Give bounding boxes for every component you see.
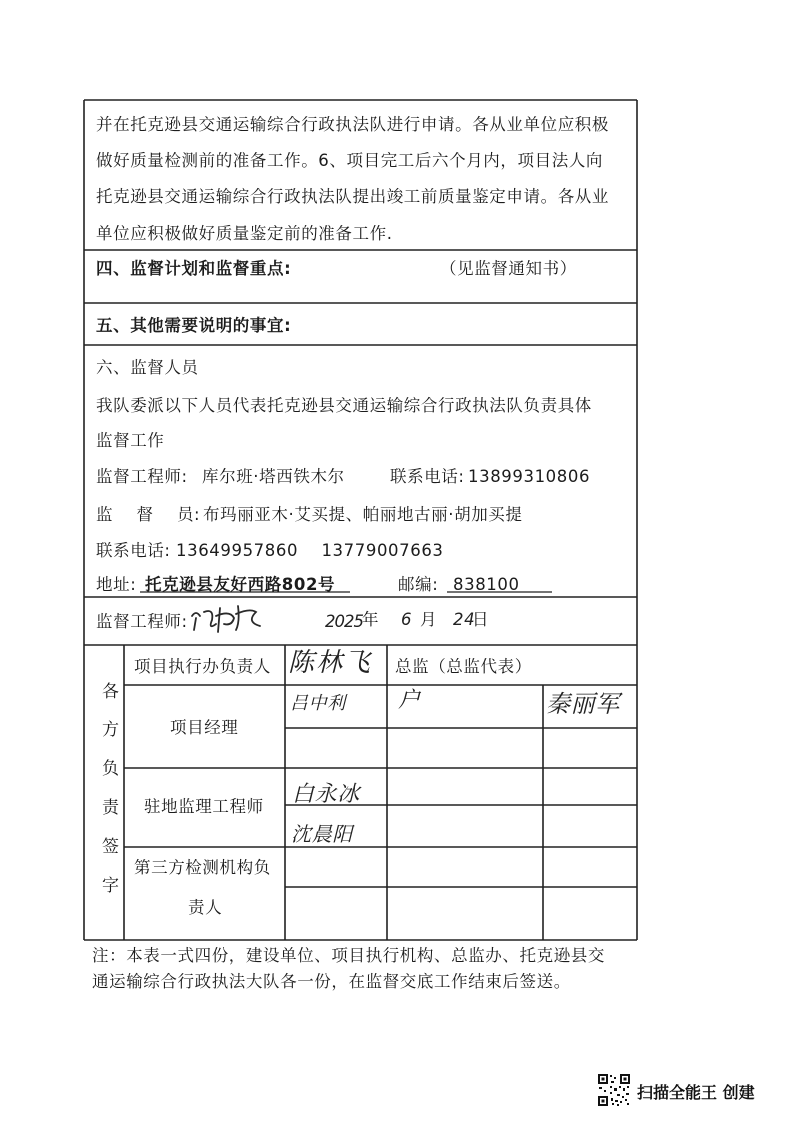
- project-office-head-signature: 陈林飞: [288, 648, 373, 678]
- project-manager-label: 项目经理: [170, 718, 239, 737]
- resident-engineer-signature-2: 沈晨阳: [291, 822, 353, 846]
- section3-line4: 单位应积极做好质量鉴定前的准备工作.: [96, 224, 393, 243]
- section4-title: 四、监督计划和监督重点:: [96, 259, 292, 278]
- chief-supervisor-signature: 户: [398, 688, 421, 713]
- sign-year: 2025: [325, 612, 363, 631]
- engineer-label: 监督工程师:: [96, 467, 188, 486]
- footnote-line2: 通运输综合行政执法大队各一份，在监督交底工作结束后签送。: [92, 972, 571, 991]
- side-label-char-2: 方: [102, 720, 119, 740]
- postcode-value: 838100: [453, 575, 520, 594]
- qr-code-icon: [597, 1073, 631, 1107]
- section6-desc-line1: 我队委派以下人员代表托克逊县交通运输综合行政执法队负责具体: [96, 396, 592, 415]
- engineer-name: 库尔班·塔西铁木尔: [202, 467, 345, 486]
- side-label-char-4: 责: [102, 798, 119, 818]
- resident-engineer-label: 驻地监理工程师: [144, 797, 264, 816]
- sign-month: 6: [401, 610, 413, 629]
- side-label-char-6: 字: [102, 876, 119, 896]
- project-manager-signature-1: 吕中利: [290, 693, 346, 714]
- third-party-head-label-line2: 责人: [188, 898, 223, 917]
- resident-engineer-signature-1: 白永冰: [292, 782, 360, 807]
- side-label-char-3: 负: [102, 759, 119, 779]
- section6-desc-line2: 监督工作: [96, 431, 165, 450]
- side-label-char-5: 签: [102, 837, 119, 857]
- address-value: 托克逊县友好西路802号: [145, 575, 336, 594]
- project-office-head-label: 项目执行办负责人: [134, 657, 271, 676]
- section3-line1: 并在托克逊县交通运输综合行政执法队进行申请。各从业单位应积极: [96, 115, 609, 134]
- footnote-line1: 注：本表一式四份，建设单位、项目执行机构、总监办、托克逊县交: [92, 946, 605, 965]
- supervisor-label: 监 督 员:: [96, 505, 201, 524]
- scanner-app-branding: 扫描全能王 创建: [637, 1083, 755, 1102]
- section4-note: （见监督通知书）: [440, 259, 577, 278]
- engineer-handwritten-signature: [186, 600, 266, 636]
- section3-line3: 托克逊县交通运输综合行政执法队提出竣工前质量鉴定申请。各从业: [96, 187, 609, 206]
- sign-month-unit: 月: [420, 610, 438, 629]
- engineer-phone-label: 联系电话:: [390, 467, 465, 486]
- third-party-head-label-line1: 第三方检测机构负: [134, 858, 271, 877]
- section3-line2: 做好质量检测前的准备工作。6、项目完工后六个月内，项目法人向: [96, 151, 603, 170]
- sign-day-unit: 日: [472, 610, 490, 629]
- engineer-phone: 13899310806: [468, 467, 591, 486]
- sign-engineer-label: 监督工程师:: [96, 612, 188, 631]
- contacts-phones: 13649957860 13779007663: [176, 541, 444, 560]
- section6-title: 六、监督人员: [96, 358, 199, 377]
- sign-day: 24: [453, 610, 476, 629]
- chief-supervisor-label: 总监（总监代表）: [395, 657, 532, 676]
- address-label: 地址:: [96, 575, 137, 594]
- sign-year-unit: 年: [362, 610, 380, 629]
- contacts-label: 联系电话:: [96, 541, 171, 560]
- supervisor-names: 布玛丽亚木·艾买提、帕丽地古丽·胡加买提: [203, 505, 523, 524]
- side-label-char-1: 各: [102, 682, 119, 702]
- section5-title: 五、其他需要说明的事宜:: [96, 316, 292, 335]
- project-manager-signature-2: 秦丽军: [546, 690, 620, 718]
- postcode-label: 邮编:: [398, 575, 439, 594]
